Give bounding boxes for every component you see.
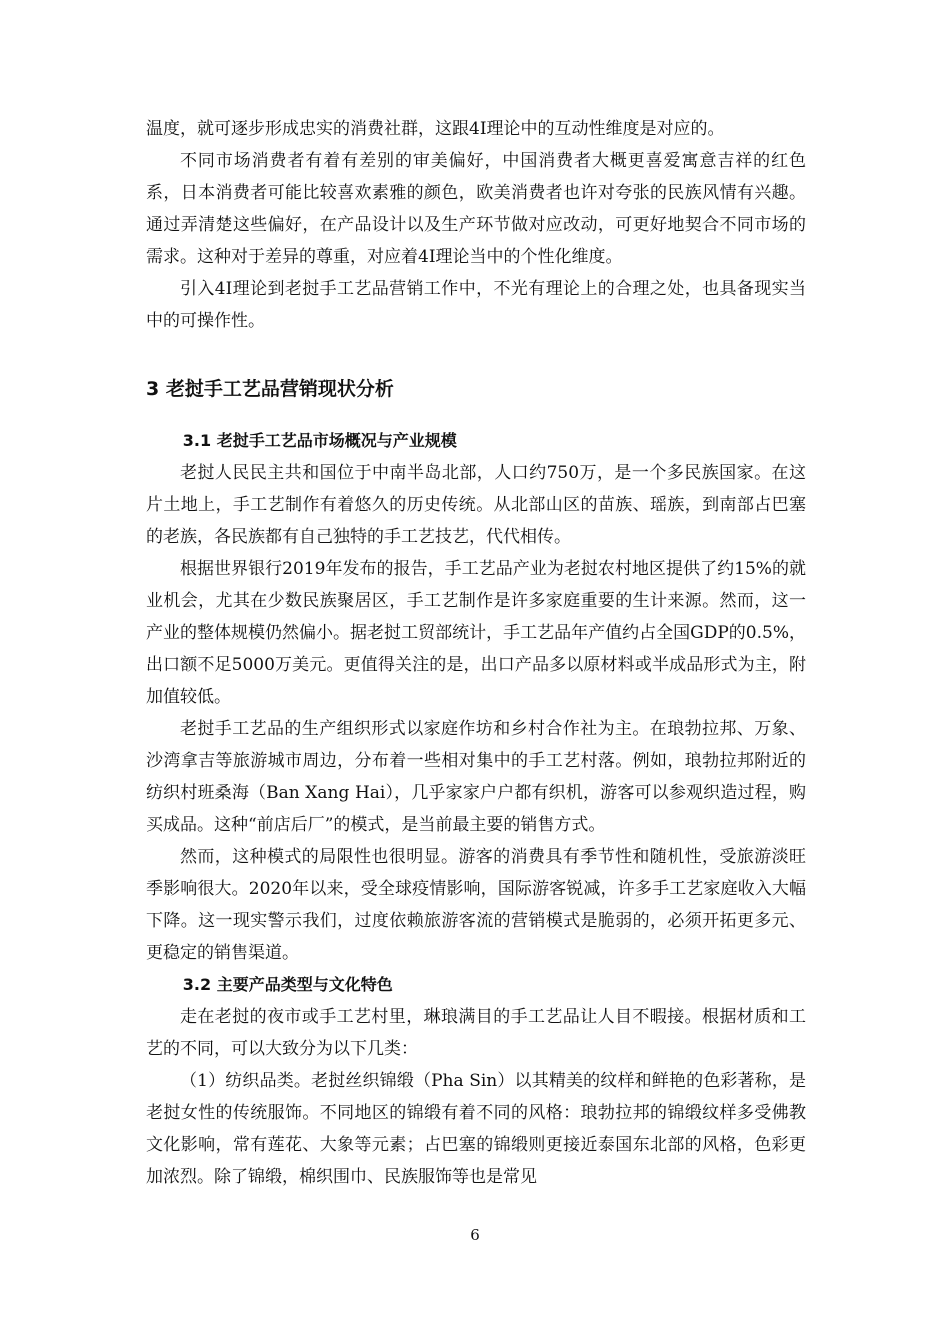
section-heading: 3 老挝手工艺品营销现状分析 <box>146 378 394 400</box>
paragraph: 老挝手工艺品的生产组织形式以家庭作坊和乡村合作社为主。在琅勃拉邦、万象、沙湾拿吉等旅游城市周边，分布着一些相对集中的手工艺村落。例如，琅勃拉邦附近的纺织村班桑海（Ban Xang Hai），几乎家家户户都有织机，游客可以参观织造过程，购买成品。这种“前店后厂”的模式，是当前最主要的销售方式。 <box>146 719 806 835</box>
subsection-heading: 3.1 老挝手工艺品市场概况与产业规模 <box>182 431 457 450</box>
paragraph: 根据世界银行2019年发布的报告，手工艺品产业为老挝农村地区提供了约15%的就业机会，尤其在少数民族聚居区，手工艺制作是许多家庭重要的生计来源。然而，这一产业的整体规模仍然偏小。据老挝工贸部统计，手工艺品年产值约占全国GDP的0.5%，出口额不足5000万美元。更值得关注的是，出口产品多以原材料或半成品形式为主，附加值较低。 <box>146 559 806 707</box>
paragraph: （1）纺织品类。老挝丝织锦缎（Pha Sin）以其精美的纹样和鲜艳的色彩著称，是老挝女性的传统服饰。不同地区的锦缎有着不同的风格：琅勃拉邦的锦缎纹样多受佛教文化影响，常有莲花、大象等元素；占巴塞的锦缎则更接近泰国东北部的风格，色彩更加浓烈。除了锦缎，棉织围巾、民族服饰等也是常见 <box>146 1071 806 1187</box>
paragraph: 不同市场消费者有着有差别的审美偏好，中国消费者大概更喜爱寓意吉祥的红色系，日本消费者可能比较喜欢素雅的颜色，欧美消费者也许对夸张的民族风情有兴趣。通过弄清楚这些偏好，在产品设计以及生产环节做对应改动，可更好地契合不同市场的需求。这种对于差异的尊重，对应着4I理论当中的个性化维度。 <box>146 151 806 267</box>
paragraph: 温度，就可逐步形成忠实的消费社群，这跟4I理论中的互动性维度是对应的。 <box>146 119 725 139</box>
page-number: 6 <box>470 1226 480 1244</box>
paragraph: 然而，这种模式的局限性也很明显。游客的消费具有季节性和随机性，受旅游淡旺季影响很大。2020年以来，受全球疫情影响，国际游客锐减，许多手工艺家庭收入大幅下降。这一现实警示我们，过度依赖旅游客流的营销模式是脆弱的，必须开拓更多元、更稳定的销售渠道。 <box>146 847 806 963</box>
document-body <box>146 113 806 1193</box>
paragraph: 老挝人民民主共和国位于中南半岛北部，人口约750万，是一个多民族国家。在这片土地上，手工艺制作有着悠久的历史传统。从北部山区的苗族、瑶族，到南部占巴塞的老族，各民族都有自己独特的手工艺技艺，代代相传。 <box>146 463 806 547</box>
subsection-heading: 3.2 主要产品类型与文化特色 <box>182 975 393 994</box>
paragraph: 走在老挝的夜市或手工艺村里，琳琅满目的手工艺品让人目不暇接。根据材质和工艺的不同，可以大致分为以下几类： <box>146 1007 806 1059</box>
paragraph: 引入4I理论到老挝手工艺品营销工作中，不光有理论上的合理之处，也具备现实当中的可操作性。 <box>146 279 806 331</box>
